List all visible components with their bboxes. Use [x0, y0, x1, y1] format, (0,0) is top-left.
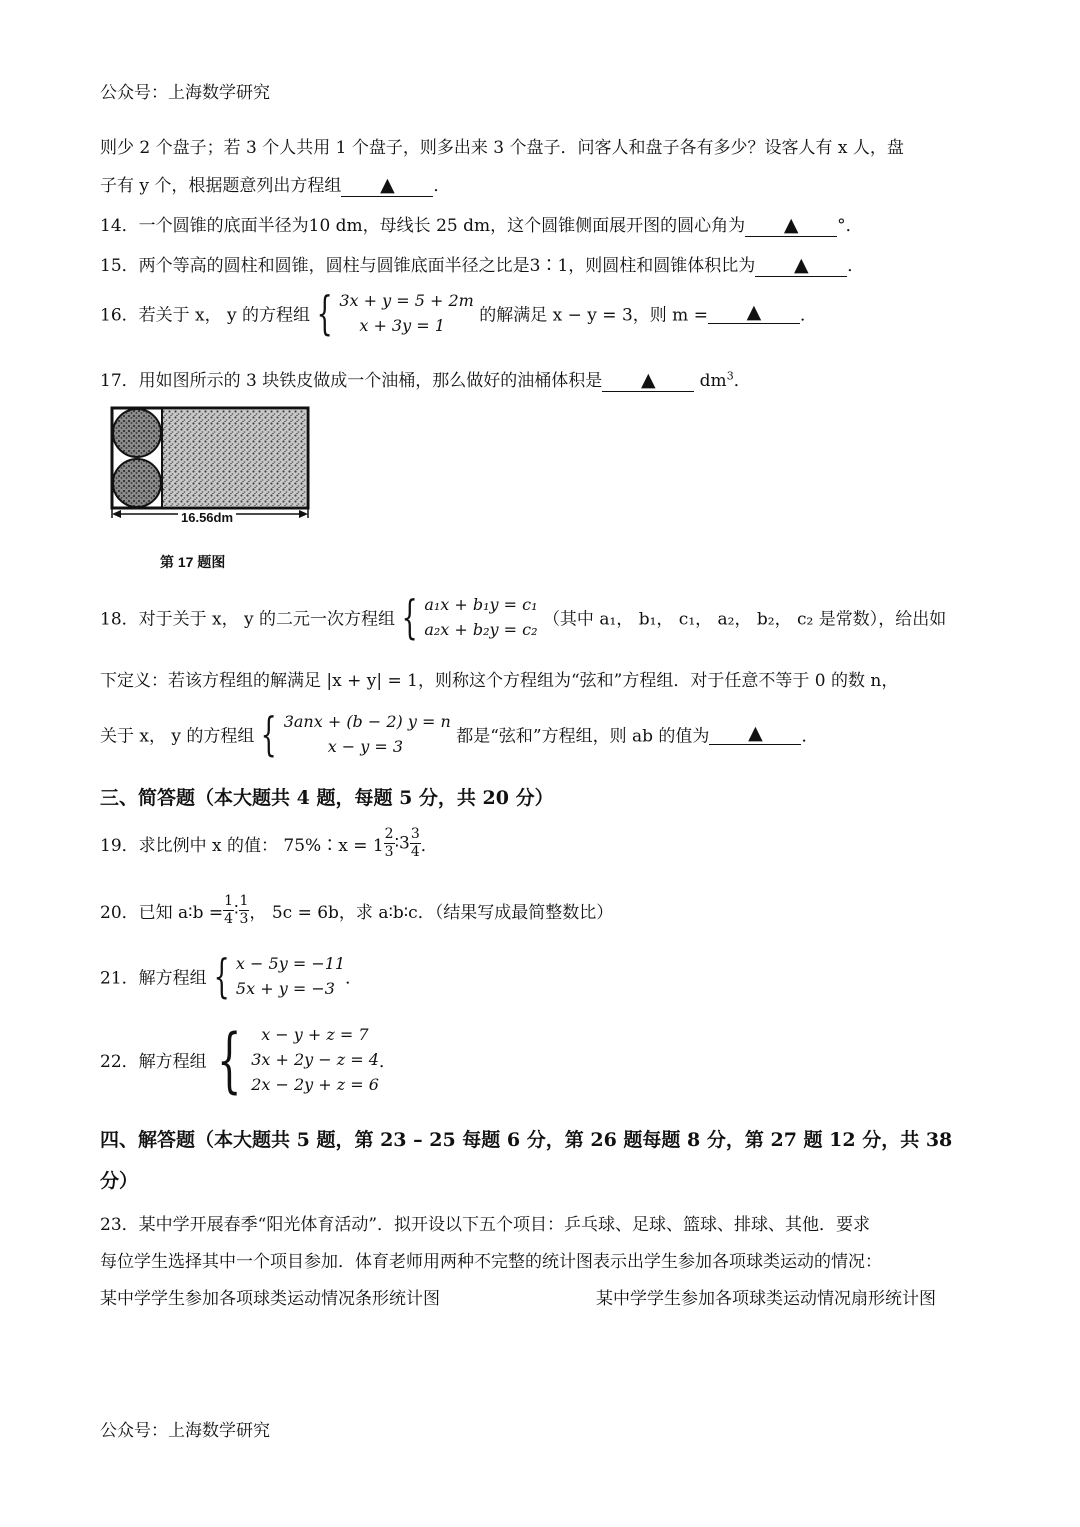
q13-line2: [100, 171, 450, 197]
q22-end: ．: [378, 1052, 396, 1072]
fraction-3-4: [410, 826, 421, 861]
q20-colon: ∶: [234, 900, 239, 921]
q23-line1: 23．某中学开展春季“阳光体育活动”．拟开设以下五个项目：乒乓球、足球、篮球、排球、其他．要求: [100, 1215, 871, 1235]
left-brace: {: [316, 286, 333, 340]
q19-end: ．: [420, 836, 438, 856]
triangle-icon: ▲: [793, 254, 809, 276]
figure-17-caption: 第 17 题图: [160, 554, 226, 570]
figure-17-drawing: [108, 404, 314, 574]
q14-text: 14．一个圆锥的底面半径为10 dm，母线长 25 dm，这个圆锥侧面展开图的圆心角为: [100, 216, 746, 236]
figure-17: [108, 404, 314, 574]
fraction-1-4: [223, 893, 234, 928]
question-21: [100, 951, 362, 1001]
equation-2: 3x + 2y − z = 4: [251, 1050, 379, 1069]
equation-3: 2x − 2y + z = 6: [251, 1075, 379, 1094]
fraction-1-3: [239, 893, 250, 928]
answer-blank: [602, 370, 694, 392]
triangle-icon: ▲: [748, 722, 763, 744]
answer-blank: [709, 723, 801, 745]
q16-end: ．: [799, 305, 817, 326]
pie-chart-caption: 某中学学生参加各项球类运动情况扇形统计图: [596, 1289, 936, 1309]
denominator: 3: [239, 911, 249, 927]
question-17: [100, 366, 751, 392]
q16-mid: 的解满足 x − y = 3，则 m =: [479, 305, 708, 326]
q18-line3-post: 都是“弦和”方程组，则 ab 的值为: [456, 726, 710, 747]
q17-end: ．: [733, 371, 751, 391]
numerator: 1: [224, 893, 234, 909]
numerator: 2: [384, 826, 394, 842]
numerator: 3: [410, 826, 420, 842]
rectangular-sheet: [162, 410, 306, 506]
q18-line2: 下定义：若该方程组的解满足 |x + y| = 1，则称这个方程组为“弦和”方程组．对于任意不等于 0 的数 n，: [100, 671, 899, 691]
q21-pre: 21．解方程组: [100, 968, 207, 989]
section-4-heading-line1: 四、解答题（本大题共 5 题，第 23 – 25 每题 6 分，第 26 题每题 8 分，第 27 题 12 分，共 38: [100, 1129, 953, 1151]
q13-line1: 则少 2 个盘子；若 3 个人共用 1 个盘子，则多出来 3 个盘子．问客人和盘子各有多少？设客人有 x 人，盘: [100, 138, 904, 158]
left-brace: {: [213, 949, 230, 1003]
equation-system: [339, 288, 474, 338]
arrow-right-icon: [299, 510, 308, 518]
denominator: 4: [410, 844, 420, 860]
q15-text: 15．两个等高的圆柱和圆锥，圆柱与圆锥底面半径之比是3∶1，则圆柱和圆锥体积比为: [100, 256, 756, 276]
denominator: 3: [384, 844, 394, 860]
answer-blank: [708, 302, 800, 324]
q19-pre: 19．求比例中 x 的值： 75%∶x = 1: [100, 836, 384, 856]
q17-unit: [694, 371, 733, 391]
question-15: [100, 251, 864, 277]
equation-3: 3anx + (b − 2) y = n: [283, 712, 451, 731]
triangle-icon: ▲: [746, 301, 762, 323]
q16-pre: 16．若关于 x， y 的方程组: [100, 305, 311, 326]
triangle-icon: ▲: [380, 174, 395, 196]
q18-line3: [100, 709, 818, 759]
q15-end: ．: [847, 256, 865, 276]
q18-line3-pre: 关于 x， y 的方程组: [100, 726, 255, 747]
left-brace: {: [401, 590, 418, 644]
equation-1: a₁x + b₁y = c₁: [424, 595, 538, 614]
equation-system: [284, 709, 451, 759]
q23-line2: 每位学生选择其中一个项目参加．体育老师用两种不完整的统计图表示出学生参加各项球类运动的情况：: [100, 1252, 882, 1272]
numerator: 1: [239, 893, 249, 909]
unit-text: dm: [699, 371, 727, 391]
equation-1: x − y + z = 7: [261, 1025, 369, 1044]
equation-1: x − 5y = −11: [235, 954, 346, 973]
equation-4: x − y = 3: [327, 737, 404, 756]
q14-end: °．: [837, 216, 863, 236]
equation-system: [236, 951, 345, 1001]
equation-2: 5x + y = −3: [235, 979, 335, 998]
triangle-icon: ▲: [783, 214, 799, 236]
section-4-heading-line2: 分）: [100, 1170, 139, 1192]
equation-system: [424, 592, 537, 642]
question-16: [100, 288, 817, 338]
page-header: 公众号：上海数学研究: [100, 83, 270, 103]
fraction-2-3: [384, 826, 395, 861]
question-18: [100, 592, 946, 642]
triangle-icon: ▲: [640, 369, 656, 391]
q18-end: ．: [801, 726, 819, 747]
bar-chart-caption: 某中学学生参加各项球类运动情况条形统计图: [100, 1289, 440, 1309]
answer-blank: [341, 175, 433, 197]
figure-17-dimension: 16.56dm: [178, 510, 236, 525]
question-14: [100, 211, 863, 237]
q20-pre: 20．已知 a∶b =: [100, 903, 224, 923]
q21-end: ．: [345, 968, 363, 989]
answer-blank: [745, 215, 837, 237]
equation-2: a₂x + b₂y = c₂: [424, 620, 538, 639]
circle-bottom: [113, 459, 161, 507]
section-3-heading: 三、简答题（本大题共 4 题，每题 5 分，共 20 分）: [100, 787, 554, 809]
left-brace: {: [260, 707, 278, 761]
q20-post: ， 5c = 6b，求 a∶b∶c．（结果写成最简整数比）: [249, 903, 614, 923]
q18-pre: 18．对于关于 x， y 的二元一次方程组: [100, 609, 396, 630]
q22-pre: 22．解方程组: [100, 1052, 207, 1072]
equation-2: x + 3y = 1: [359, 316, 445, 335]
answer-blank: [755, 255, 847, 277]
unit-exponent: 3: [726, 369, 734, 383]
arrow-left-icon: [112, 510, 121, 518]
q13-end: ．: [433, 176, 451, 196]
q18-post: （其中 a₁， b₁， c₁， a₂， b₂， c₂ 是常数），给出如: [542, 609, 947, 630]
equation-system: [251, 1022, 379, 1097]
question-19: [100, 826, 438, 861]
circle-top: [113, 409, 161, 457]
denominator: 4: [224, 911, 234, 927]
left-brace: {: [216, 1018, 242, 1101]
question-22: [100, 1018, 396, 1101]
q13-text: 子有 y 个，根据题意列出方程组: [100, 176, 342, 196]
q19-mid: ∶3: [394, 833, 410, 854]
page-footer: 公众号：上海数学研究: [100, 1421, 270, 1441]
question-20: [100, 893, 613, 928]
q17-text: 17．用如图所示的 3 块铁皮做成一个油桶，那么做好的油桶体积是: [100, 371, 603, 391]
equation-1: 3x + y = 5 + 2m: [339, 291, 474, 310]
